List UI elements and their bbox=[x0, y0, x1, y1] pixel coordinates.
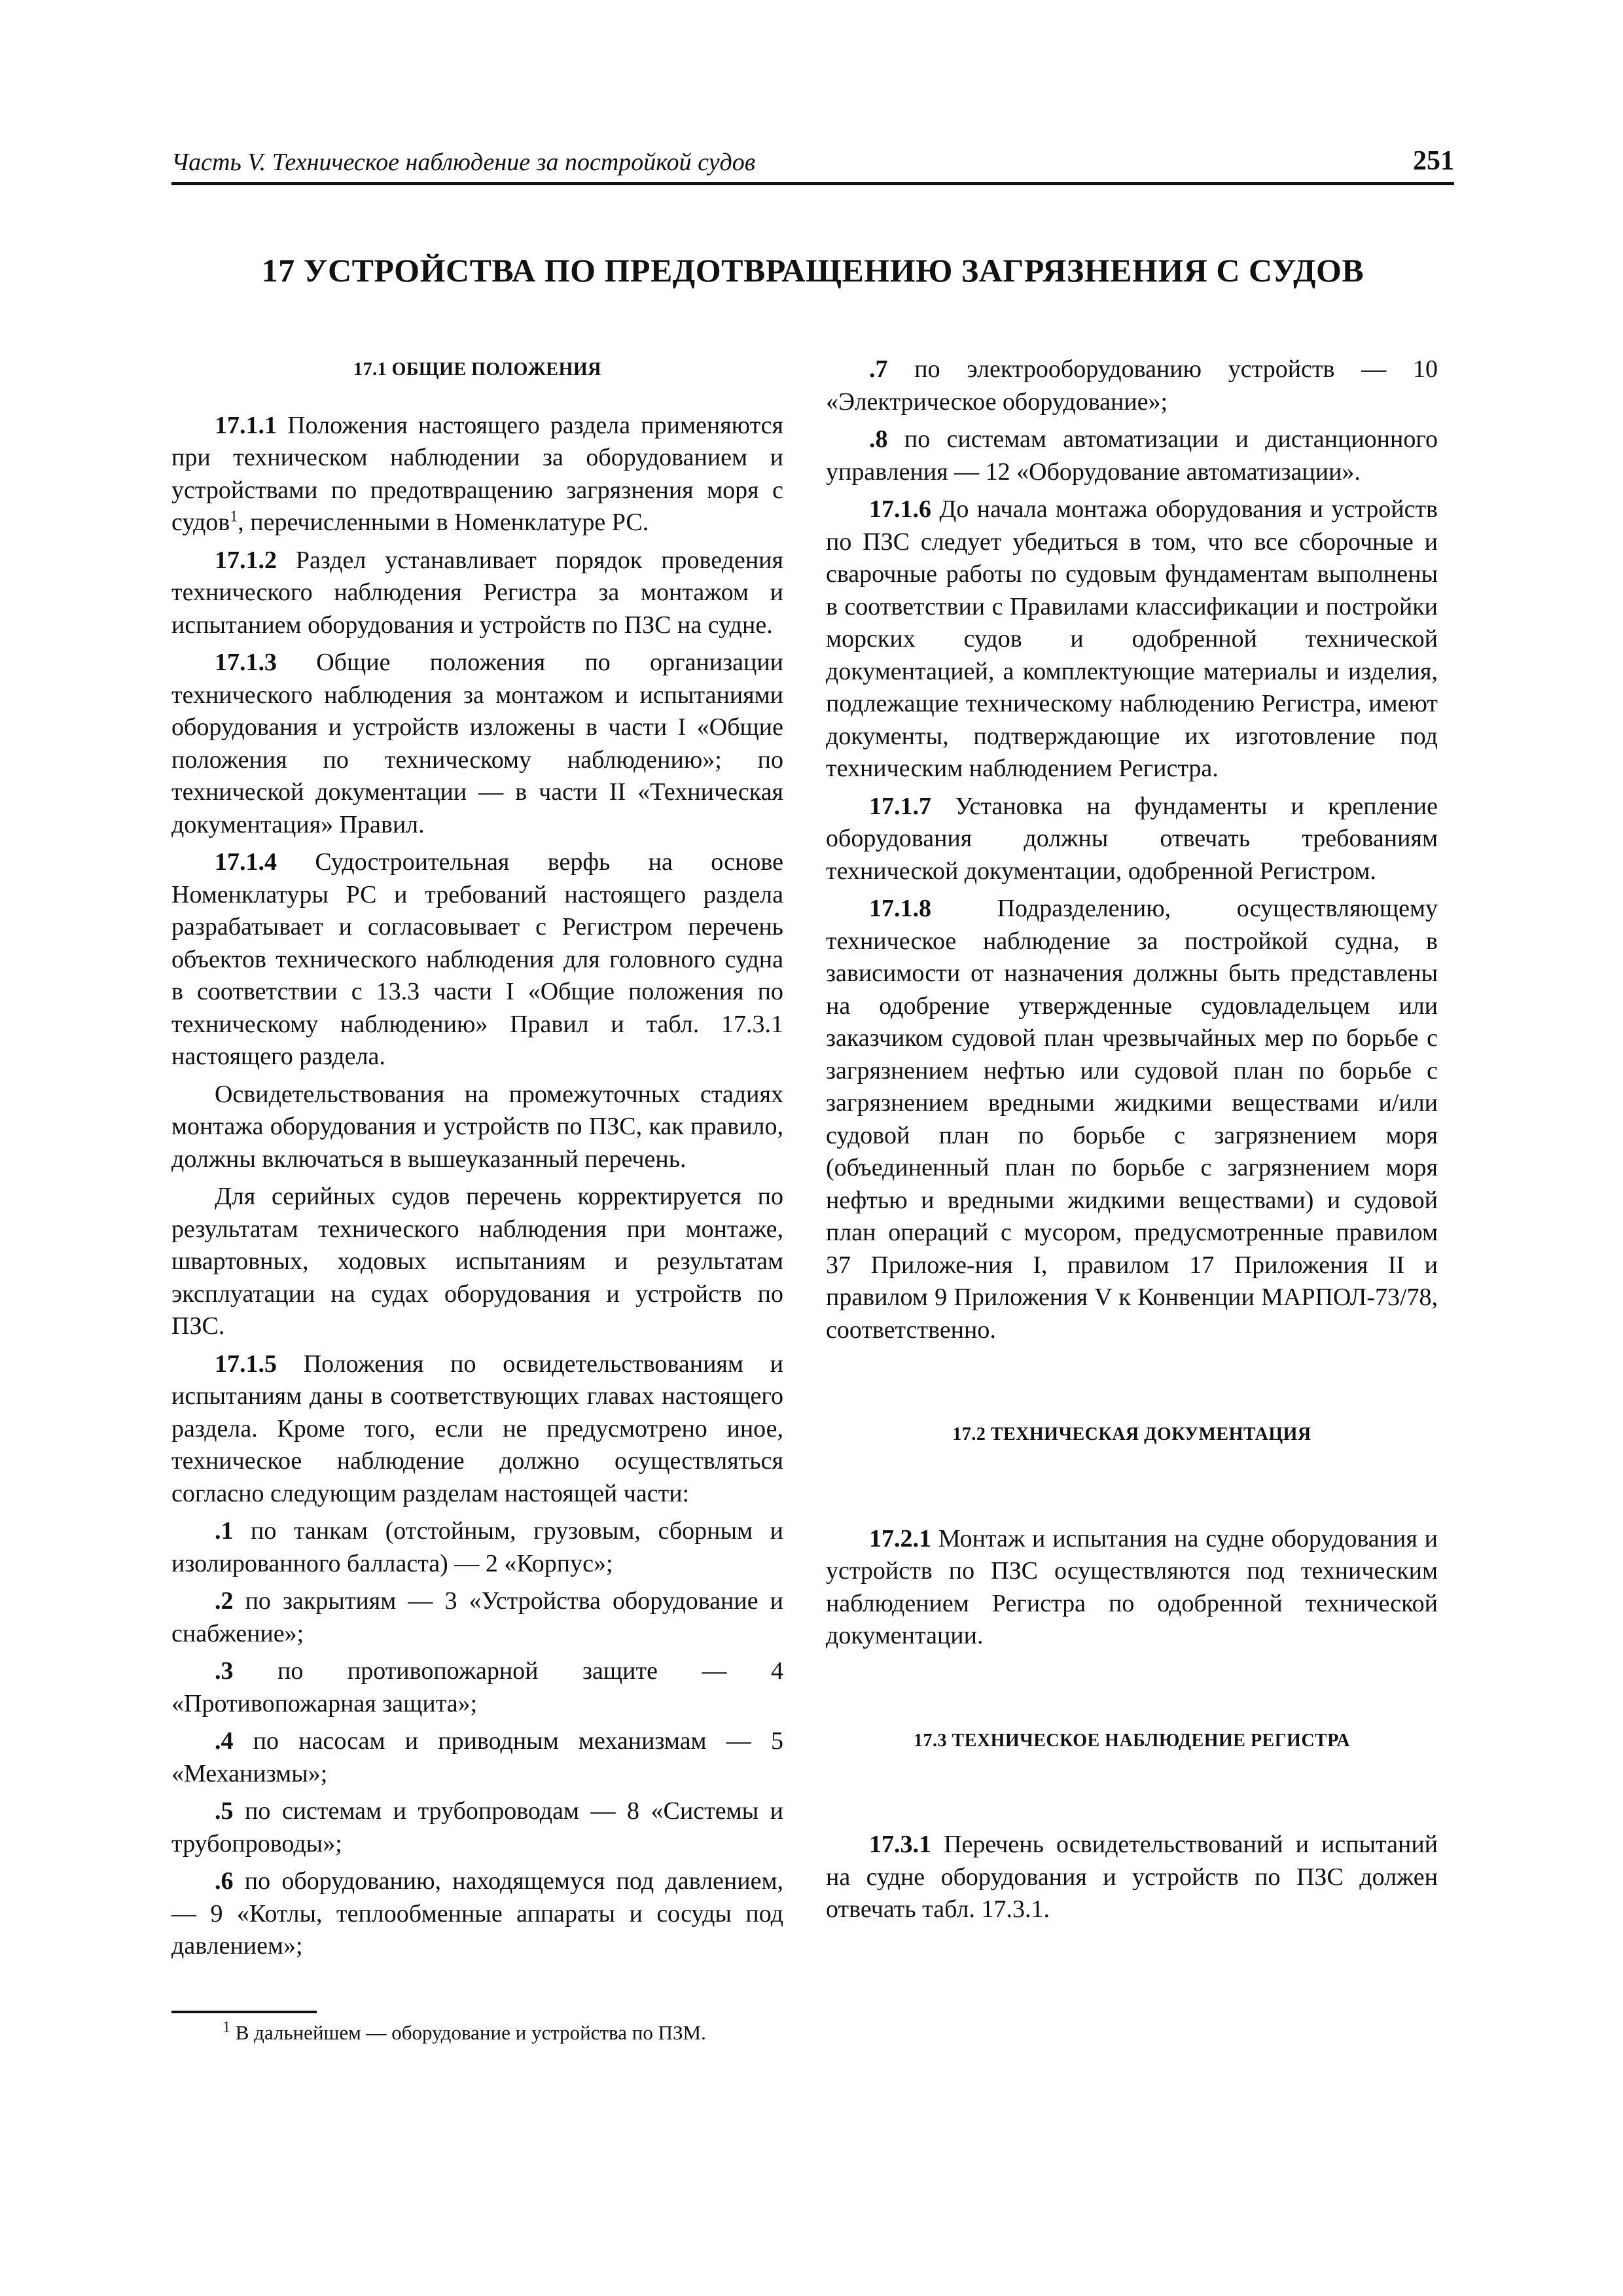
left-column bbox=[171, 353, 783, 1968]
paragraph-17-1-1: 17.1.1 Положения настоящего раздела применяются при техническом наблюдении за оборудованием и устройствами по предотвращению загрязнения моря с судов$^1$, перечисленными в Номенклатуре РС. bbox=[171, 411, 783, 536]
paragraph-number: 17.1.5 bbox=[215, 1350, 277, 1378]
paragraph-number: 17.1.7 bbox=[869, 792, 931, 820]
list-item-2: .2 по закрытиям — 3 «Устройства оборудование и снабжение»; bbox=[171, 1587, 783, 1647]
list-item-6: .6 по оборудованию, находящемуся под давлением, — 9 «Котлы, теплообменные аппараты и сосуды под давлением»; bbox=[171, 1867, 783, 1960]
page-number: 251 bbox=[1413, 146, 1454, 176]
paragraph-17-1-3: 17.1.3 Общие положения по организации технического наблюдения за монтажом и испытаниями оборудования и устройств изложены в части I «Общие положения по техническому наблюдению»; по технической документации — в части II «Техническая документация» Правил. bbox=[171, 649, 783, 838]
paragraph-17-1-4: 17.1.4 Судостроительная верфь на основе Номенклатуры РС и требований настоящего раздела разрабатывает и согласовывает с Регистром перечень объектов технического наблюдения для головного судна в соответствии с 13.3 части I «Общие положения по техническому наблюдению» Правил и табл. 17.3.1 настоящего раздела. bbox=[171, 848, 783, 1070]
footnote-rule bbox=[171, 2011, 317, 2013]
list-item-5: .5 по системам и трубопроводам — 8 «Системы и трубопроводы»; bbox=[171, 1797, 783, 1857]
right-column bbox=[826, 353, 1438, 1931]
list-item-8: .8 по системам автоматизации и дистанционного управления — 12 «Оборудование автоматизации». bbox=[826, 425, 1438, 486]
paragraph-17-1-7: 17.1.7 Установка на фундаменты и крепление оборудования должны отвечать требованиям технической документации, одобренной Регистром. bbox=[826, 792, 1438, 885]
paragraph-17-1-8: 17.1.8 Подразделению, осуществляющему техническое наблюдение за постройкой судна, в зависимости от назначения должны быть представлены на одобрение утвержденные судовладельцем или заказчиком судовой план чрезвычайных мер по борьбе с загрязнением нефтью или судовой план по борьбе с загрязнением вредными жидкими веществами и/или судовой план по борьбе с загрязнением моря (объединенный план по борьбе с загрязнением моря нефтью и вредными жидкими веществами) и судовой план операций с мусором, предусмотренные правилом 37 Приложе-ния I, правилом 17 Приложения II и правилом 9 Приложения V к Конвенции МАРПОЛ-73/78, соответственно. bbox=[826, 895, 1438, 1344]
footnote-ref: 1 bbox=[230, 508, 238, 526]
footnote-text: В дальнейшем — оборудование и устройства по ПЗМ. bbox=[230, 2021, 706, 2044]
paragraph-number: 17.1.1 bbox=[215, 411, 277, 439]
section-heading-17-2: 17.2 ТЕХНИЧЕСКАЯ ДОКУМЕНТАЦИЯ bbox=[952, 1424, 1311, 1444]
chapter-title: 17 УСТРОЙСТВА ПО ПРЕДОТВРАЩЕНИЮ ЗАГРЯЗНЕНИЯ С СУДОВ bbox=[261, 252, 1364, 289]
paragraph-serial-ships: Для серийных судов перечень корректируется по результатам технического наблюдения при монтаже, швартовных, ходовых испытаниям и результатам эксплуатации на судах оборудования и устройств по ПЗС. bbox=[171, 1183, 783, 1340]
footnote bbox=[223, 2018, 706, 2045]
footnote-mark: 1 bbox=[223, 2018, 230, 2036]
paragraph-17-2-1: 17.2.1 Монтаж и испытания на судне оборудования и устройств по ПЗС осуществляются под техническим наблюдением Регистра по одобренной технической документации. bbox=[826, 1524, 1438, 1649]
paragraph-number: 17.1.4 bbox=[215, 848, 277, 876]
list-item-3: .3 по противопожарной защите — 4 «Противопожарная защита»; bbox=[171, 1657, 783, 1717]
paragraph-number: 17.2.1 bbox=[869, 1524, 931, 1552]
running-header bbox=[171, 139, 1454, 185]
paragraph-number: 17.1.3 bbox=[215, 649, 277, 676]
paragraph-17-1-6: 17.1.6 До начала монтажа оборудования и устройств по ПЗС следует убедиться в том, что все сборочные и сварочные работы по судовым фундаментам выполнены в соответствии с Правилами классификации и постройки морских судов и одобренной технической документацией, а комплектующие материалы и изделия, подлежащие техническому наблюдению Регистра, имеют документы, подтверждающие их изготовление под техническим наблюдением Регистра. bbox=[826, 495, 1438, 782]
paragraph-17-3-1: 17.3.1 Перечень освидетельствований и испытаний на судне оборудования и устройств по ПЗС должен отвечать табл. 17.3.1. bbox=[826, 1831, 1438, 1923]
section-heading-17-1: 17.1 ОБЩИЕ ПОЛОЖЕНИЯ bbox=[353, 359, 601, 380]
paragraph-17-1-2: 17.1.2 Раздел устанавливает порядок проведения технического наблюдения Регистра за монтажом и испытанием оборудования и устройств по ПЗС на судне. bbox=[171, 546, 783, 639]
paragraph-number: 17.3.1 bbox=[869, 1831, 931, 1858]
paragraph-number: 17.1.8 bbox=[869, 895, 931, 922]
paragraph-number: 17.1.6 bbox=[869, 495, 931, 523]
paragraph-intermediate-surveys: Освидетельствования на промежуточных стадиях монтажа оборудования и устройств по ПЗС, как правило, должны включаться в вышеуказанный перечень. bbox=[171, 1080, 783, 1173]
header-title: Часть V. Техническое наблюдение за постройкой судов bbox=[171, 149, 756, 176]
paragraph-number: 17.1.2 bbox=[215, 546, 277, 574]
paragraph-17-1-5: 17.1.5 Положения по освидетельствованиям и испытаниям даны в соответствующих главах настоящего раздела. Кроме того, если не предусмотрено иное, техническое наблюдение должно осуществляться согласно следующим разделам настоящей части: bbox=[171, 1350, 783, 1507]
list-item-4: .4 по насосам и приводным механизмам — 5 «Механизмы»; bbox=[171, 1727, 783, 1787]
list-item-1: .1 по танкам (отстойным, грузовым, сборным и изолированного балласта) — 2 «Корпус»; bbox=[171, 1517, 783, 1577]
list-item-7: .7 по электрооборудованию устройств — 10 «Электрическое оборудование»; bbox=[826, 355, 1438, 416]
section-heading-17-3: 17.3 ТЕХНИЧЕСКОЕ НАБЛЮДЕНИЕ РЕГИСТРА bbox=[914, 1730, 1350, 1751]
